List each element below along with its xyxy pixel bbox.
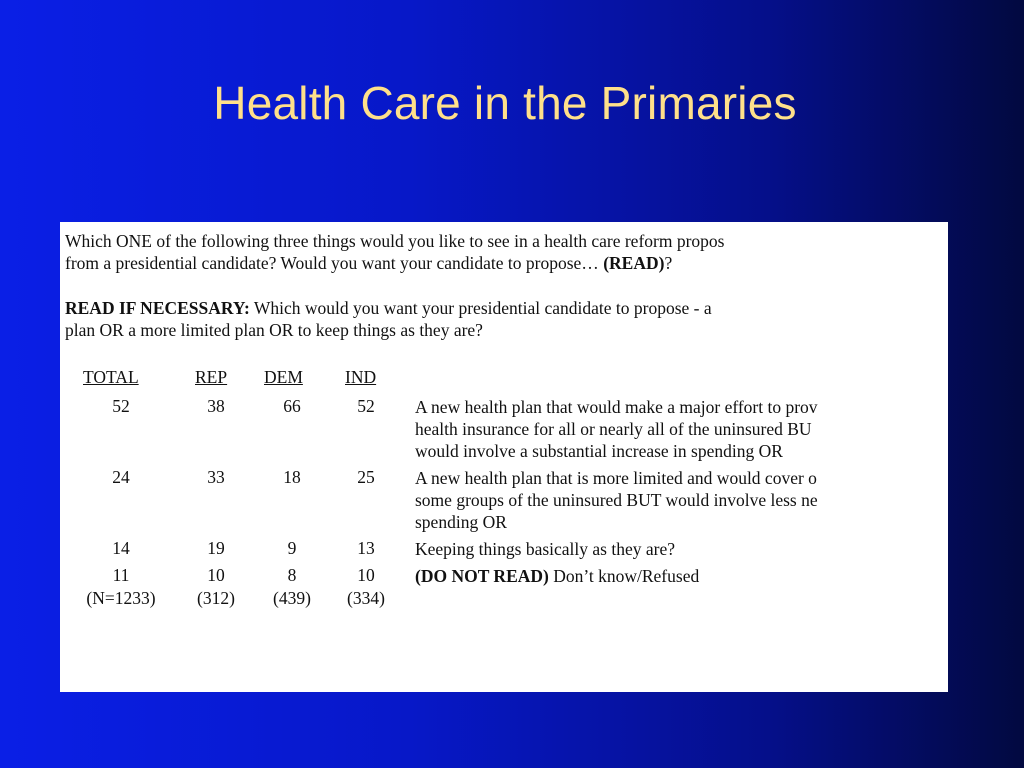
question-line-2: from a presidential candidate? Would you want your candidate to propose…: [65, 253, 604, 273]
row-2-desc-line-1: A new health plan that is more limited and would cover o: [415, 468, 817, 488]
row-2-description: [415, 467, 818, 533]
row-2-rep: 33: [207, 467, 225, 487]
dont-know-refused: Don’t know/Refused: [548, 566, 700, 586]
read-if-necessary-text: [65, 297, 712, 341]
n-rep: (312): [197, 588, 235, 608]
row-1-desc-line-2: health insurance for all or nearly all of the uninsured BU: [415, 419, 812, 439]
slide-title: Health Care in the Primaries: [213, 77, 797, 129]
row-1-description: [415, 396, 818, 462]
row-2-total: 24: [112, 467, 130, 487]
row-4-dem: 8: [287, 565, 297, 585]
read-if-necessary-line-2: plan OR a more limited plan OR to keep things as they are?: [65, 320, 483, 340]
row-2-dem: 18: [283, 467, 301, 487]
row-3-rep: 19: [207, 538, 225, 558]
question-line-1: Which ONE of the following three things would you like to see in a health care reform propos: [65, 231, 725, 251]
row-1-desc-line-3: would involve a substantial increase in spending OR: [415, 441, 783, 461]
row-2-desc-line-2: some groups of the uninsured BUT would involve less ne: [415, 490, 818, 510]
row-3-dem: 9: [287, 538, 297, 558]
row-2-ind: 25: [357, 467, 375, 487]
row-4-rep: 10: [207, 565, 225, 585]
header-ind: IND: [345, 367, 377, 387]
row-3-ind: 13: [357, 538, 375, 558]
row-1-rep: 38: [207, 396, 225, 416]
row-4-ind: 10: [357, 565, 375, 585]
header-rep: REP: [195, 367, 228, 387]
read-if-necessary-label: READ IF NECESSARY:: [65, 298, 250, 318]
row-3-total: 14: [112, 538, 130, 558]
question-text: [65, 230, 724, 274]
header-dem: DEM: [264, 367, 303, 387]
survey-question-panel: [60, 222, 948, 692]
row-4-description: [415, 565, 699, 587]
row-4-total: 11: [112, 565, 130, 585]
row-3-description: Keeping things basically as they are?: [415, 539, 675, 559]
question-line-2-end: ?: [664, 253, 673, 273]
n-total: (N=1233): [86, 588, 156, 608]
row-1-dem: 66: [283, 396, 301, 416]
read-if-necessary-line-1: Which would you want your presidential candidate to propose - a: [249, 298, 712, 318]
row-1-total: 52: [112, 396, 130, 416]
row-2-desc-line-3: spending OR: [415, 512, 507, 532]
read-instruction: (READ): [603, 253, 665, 273]
header-total: TOTAL: [83, 367, 139, 387]
row-1-ind: 52: [357, 396, 375, 416]
n-dem: (439): [273, 588, 311, 608]
n-ind: (334): [347, 588, 385, 608]
row-1-desc-line-1: A new health plan that would make a major effort to prov: [415, 397, 818, 417]
do-not-read-label: (DO NOT READ): [415, 566, 549, 586]
